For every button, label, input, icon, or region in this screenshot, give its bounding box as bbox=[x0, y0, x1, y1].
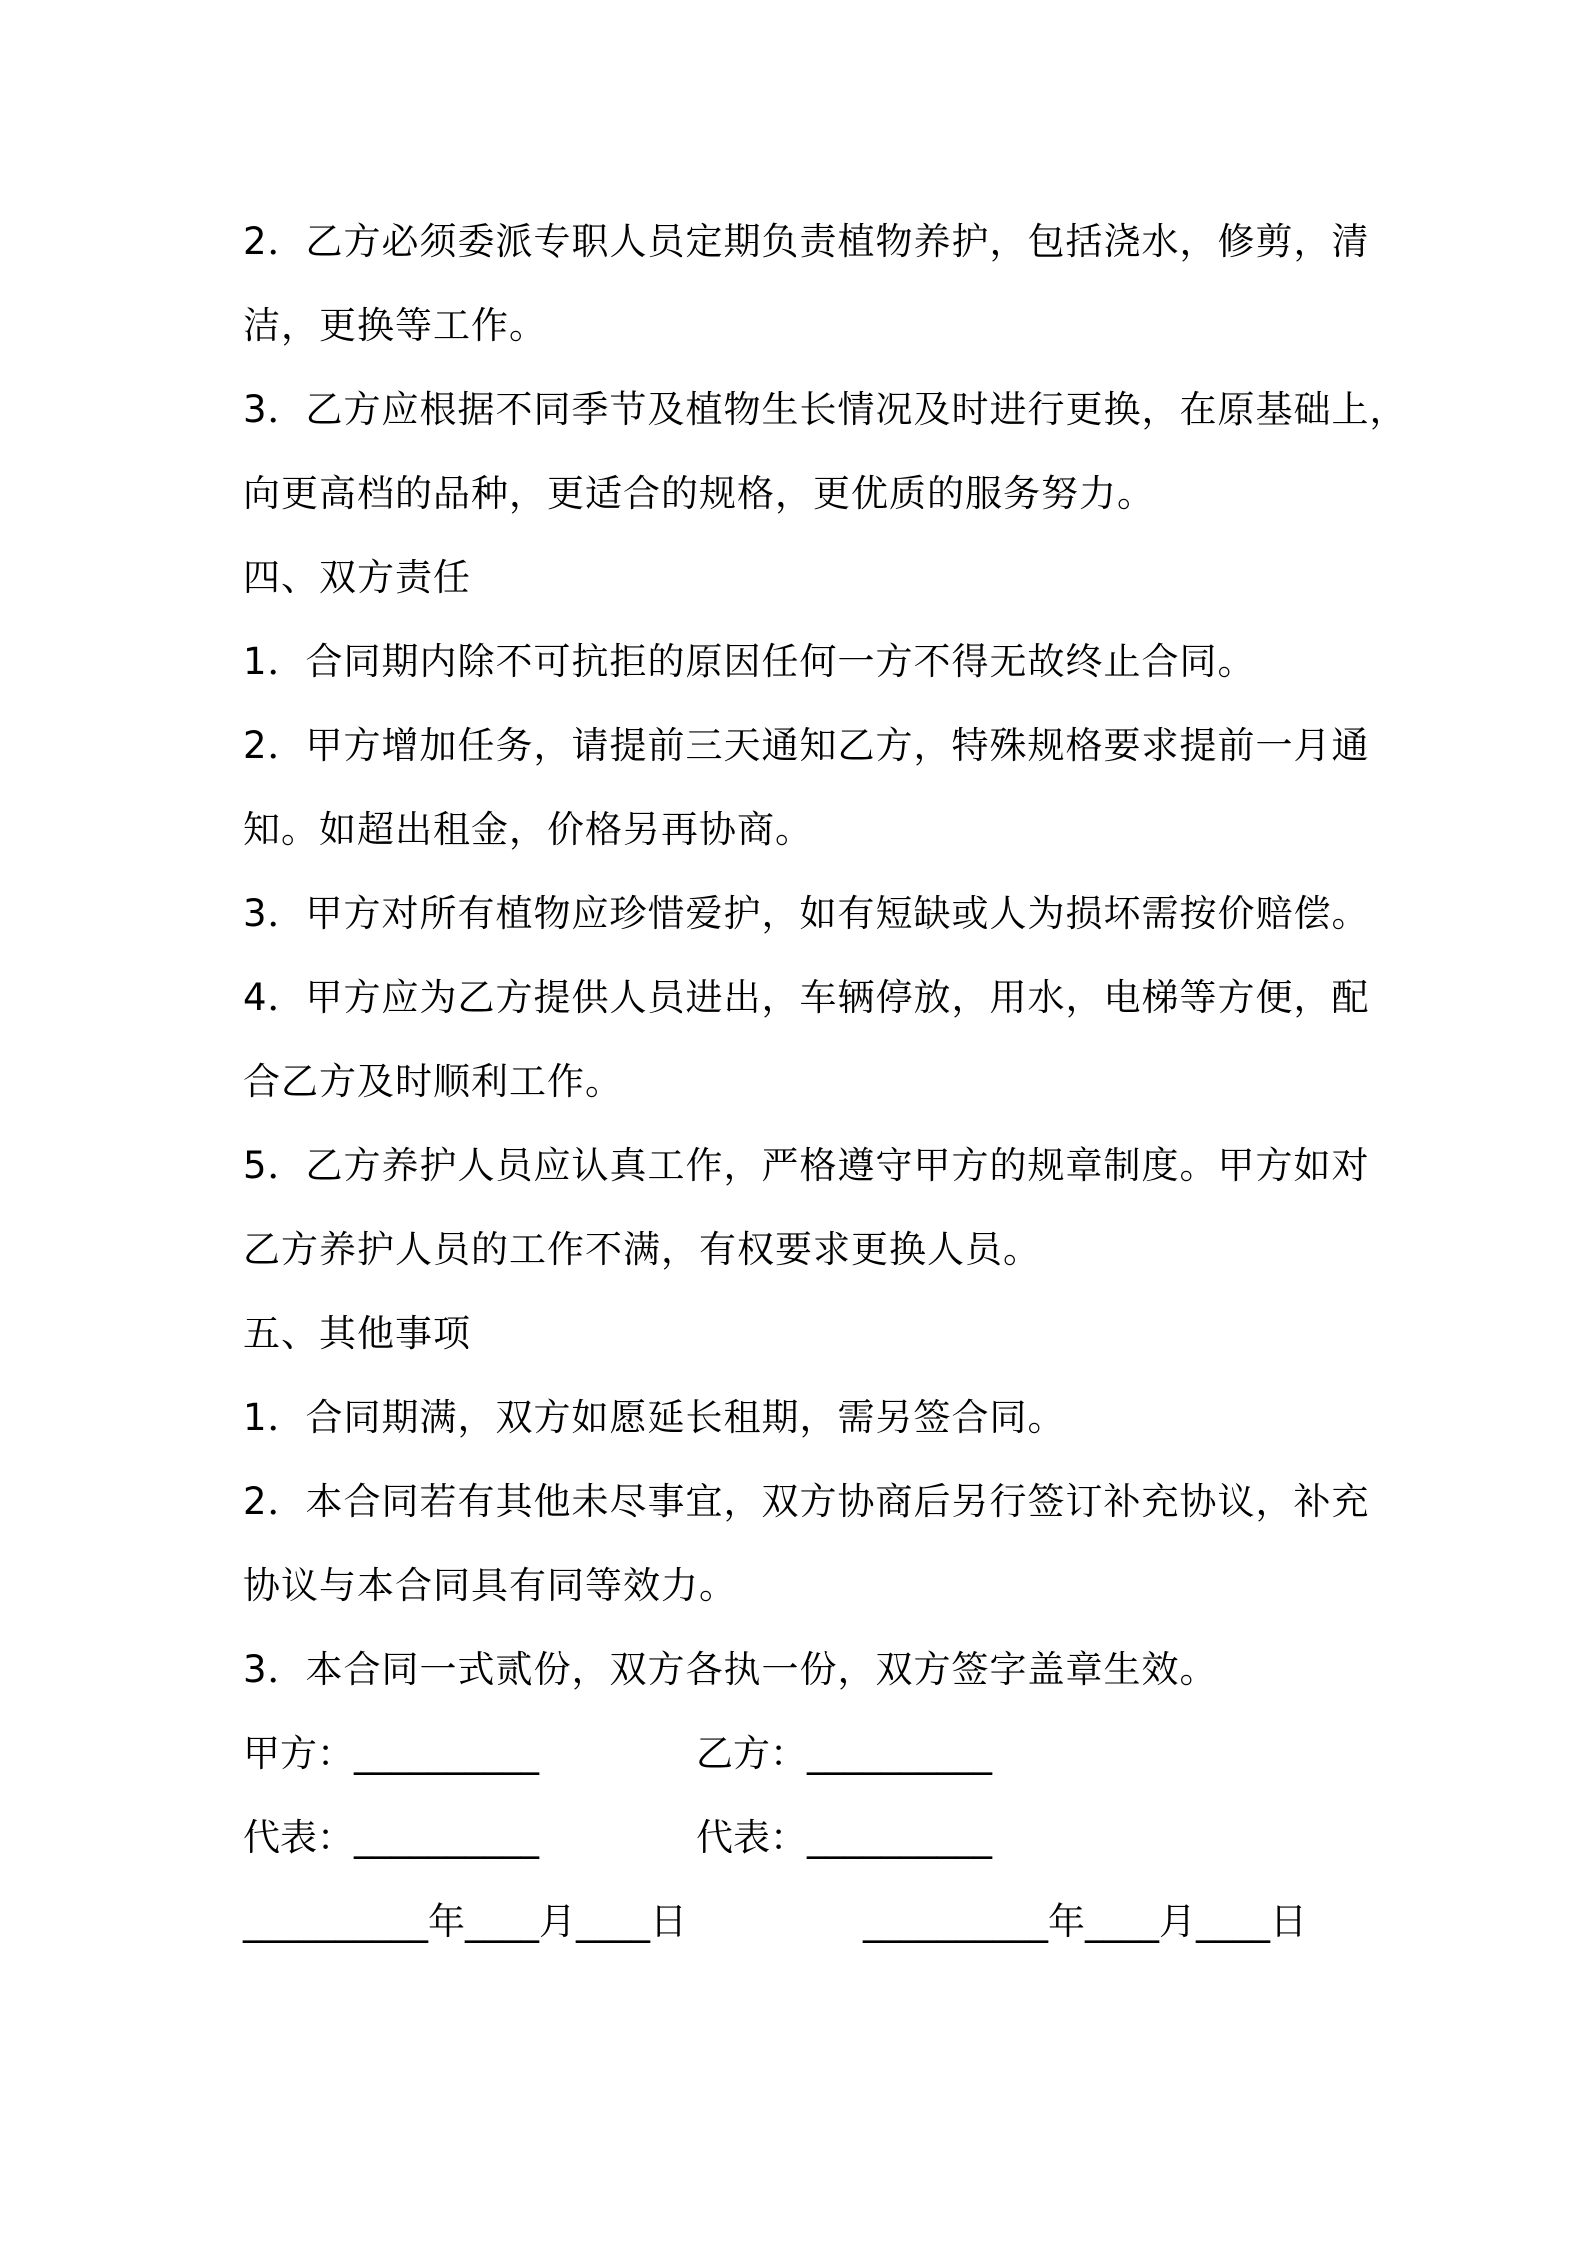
section-heading: 四、双方责任 bbox=[243, 556, 471, 599]
section-heading: 五、其他事项 bbox=[243, 1312, 471, 1355]
paragraph-line: 2．甲方增加任务，请提前三天通知乙方，特殊规格要求提前一月通 bbox=[243, 724, 1370, 767]
document-body bbox=[243, 200, 1408, 1964]
paragraph-line: 洁，更换等工作。 bbox=[243, 304, 547, 347]
party-b-date: __________年____月____日 bbox=[863, 1900, 1307, 1943]
paragraph-line: 1．合同期满，双方如愿延长租期，需另签合同。 bbox=[243, 1396, 1066, 1439]
paragraph-line: 知。如超出租金，价格另再协商。 bbox=[243, 808, 813, 851]
party-b-signature: 乙方：__________ bbox=[696, 1732, 992, 1775]
paragraph-line: 5．乙方养护人员应认真工作，严格遵守甲方的规章制度。甲方如对 bbox=[243, 1144, 1370, 1187]
paragraph-line: 4．甲方应为乙方提供人员进出，车辆停放，用水，电梯等方便，配 bbox=[243, 976, 1370, 1019]
signature-party-row bbox=[243, 1712, 1373, 1796]
paragraph-line: 合乙方及时顺利工作。 bbox=[243, 1060, 623, 1103]
party-a-date: __________年____月____日 bbox=[243, 1900, 687, 1943]
paragraph-line: 协议与本合同具有同等效力。 bbox=[243, 1564, 737, 1607]
paragraph-line: 2．乙方必须委派专职人员定期负责植物养护，包括浇水，修剪，清 bbox=[243, 220, 1370, 263]
signature-date-row bbox=[243, 1880, 1373, 1964]
paragraph-line: 1．合同期内除不可抗拒的原因任何一方不得无故终止合同。 bbox=[243, 640, 1256, 683]
party-a-representative: 代表：__________ bbox=[243, 1816, 539, 1859]
paragraph-line: 3．乙方应根据不同季节及植物生长情况及时进行更换，在原基础上， bbox=[243, 388, 1408, 431]
paragraph-line: 3．本合同一式贰份，双方各执一份，双方签字盖章生效。 bbox=[243, 1648, 1218, 1691]
signature-representative-row bbox=[243, 1796, 1373, 1880]
paragraph-line: 3．甲方对所有植物应珍惜爱护，如有短缺或人为损坏需按价赔偿。 bbox=[243, 892, 1370, 935]
paragraph-line: 2．本合同若有其他未尽事宜，双方协商后另行签订补充协议，补充 bbox=[243, 1480, 1370, 1523]
party-a-signature: 甲方：__________ bbox=[243, 1732, 539, 1775]
paragraph-line: 向更高档的品种，更适合的规格，更优质的服务努力。 bbox=[243, 472, 1155, 515]
party-b-representative: 代表：__________ bbox=[696, 1816, 992, 1859]
paragraph-line: 乙方养护人员的工作不满，有权要求更换人员。 bbox=[243, 1228, 1041, 1271]
